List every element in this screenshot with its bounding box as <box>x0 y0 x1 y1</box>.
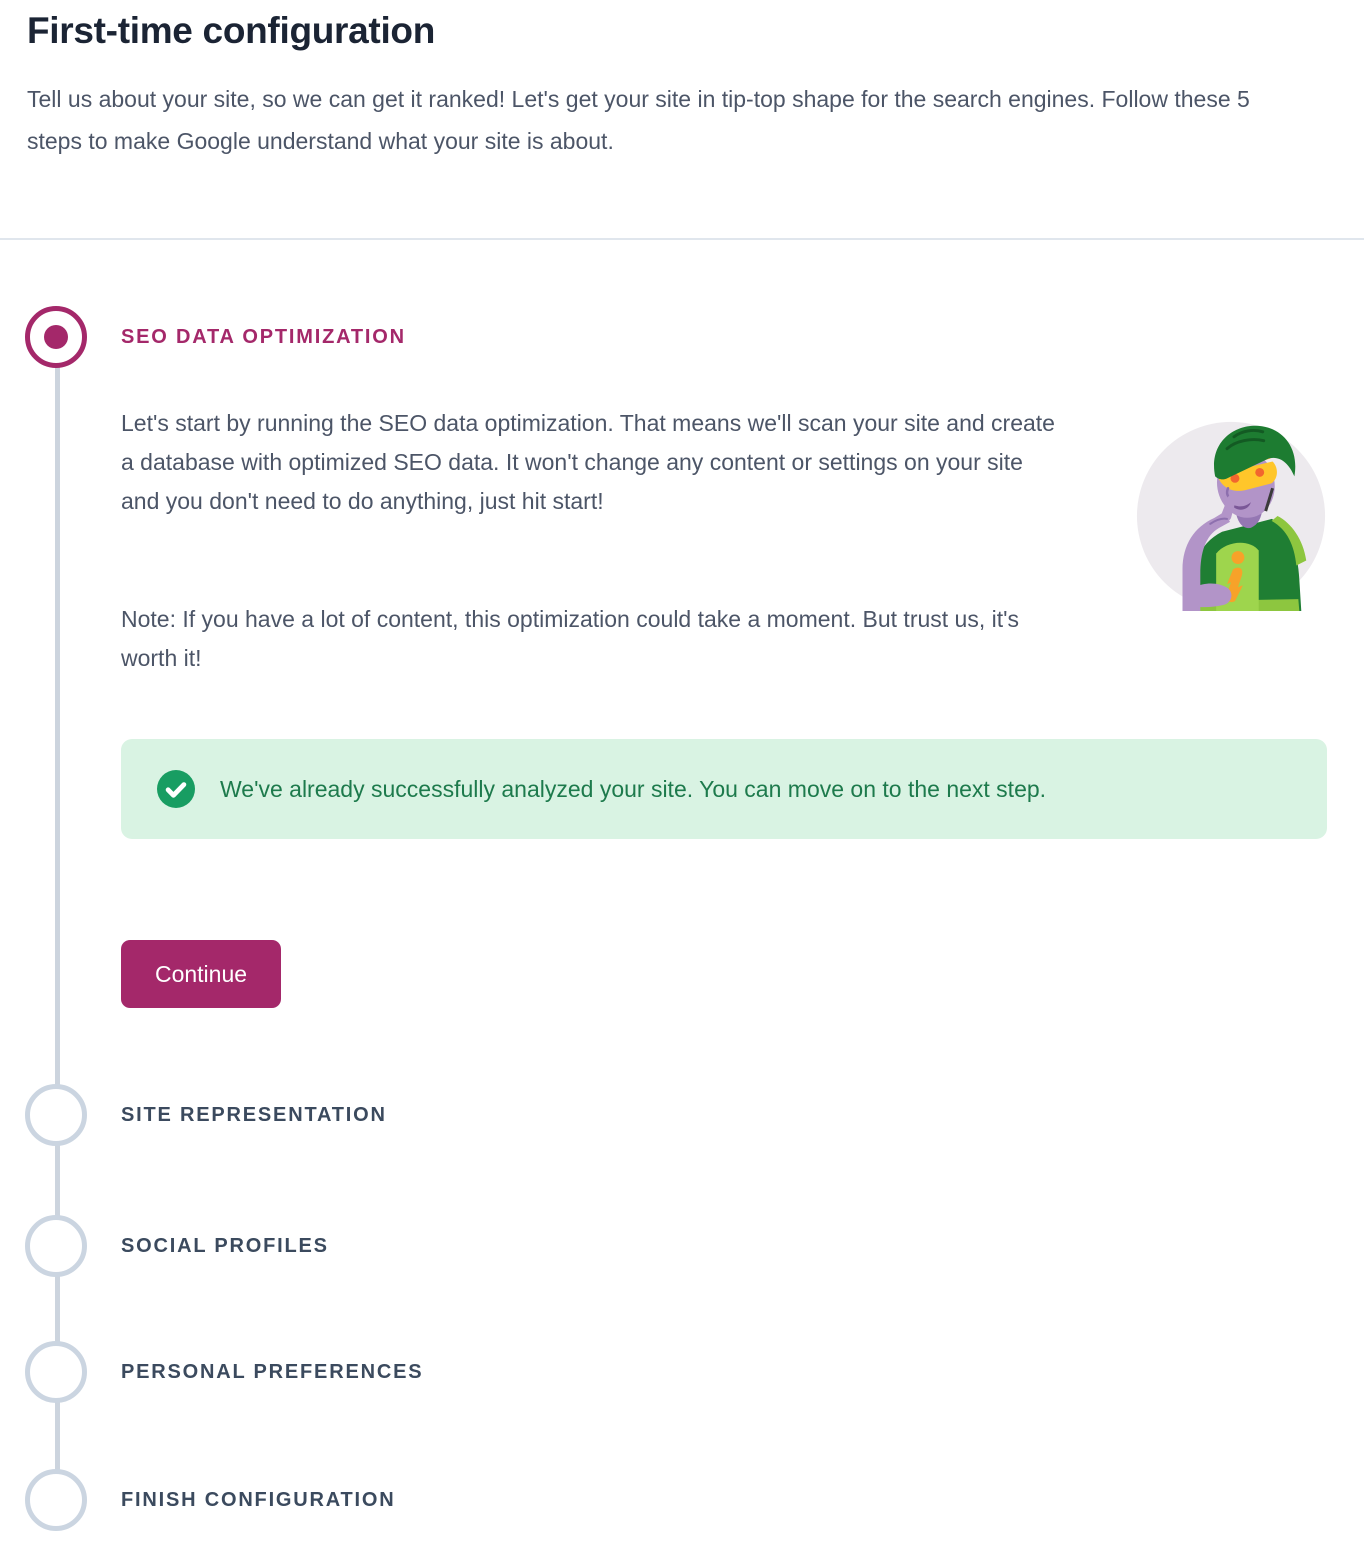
step-label-personal-preferences: PERSONAL PREFERENCES <box>121 1360 424 1383</box>
active-step-dot <box>44 325 68 349</box>
step-label-site-representation: SITE REPRESENTATION <box>121 1103 387 1126</box>
step-header-finish-configuration[interactable] <box>0 1469 396 1531</box>
cyclist-mascot-illustration <box>1133 413 1331 611</box>
active-step-indicator-icon <box>25 306 87 368</box>
success-alert <box>121 739 1327 839</box>
page-title: First-time configuration <box>27 10 436 51</box>
stepper-connector-line <box>55 337 60 1500</box>
step-header-seo-data-optimization[interactable] <box>0 306 406 368</box>
step-indicator-icon <box>25 1341 87 1403</box>
step-indicator-icon <box>25 1215 87 1277</box>
success-message: We've already successfully analyzed your site. You can move on to the next step. <box>220 775 1047 802</box>
page-intro: Tell us about your site, so we can get it ranked! Let's get your site in tip-top shape for the search engines. Follow these 5 steps to make Google understand what your site is about. <box>27 86 1250 154</box>
seo-optimization-description: Let's start by running the SEO data optimization. That means we'll scan your site and create a database with optimized SEO data. It won't change any content or settings on your site and you don't need to do anything, just hit start! <box>121 410 1055 514</box>
check-icon <box>157 770 195 808</box>
continue-button[interactable]: Continue <box>121 940 281 1008</box>
step-header-site-representation[interactable] <box>0 1084 387 1146</box>
step-label-finish-configuration: FINISH CONFIGURATION <box>121 1488 396 1511</box>
step-indicator-icon <box>25 1084 87 1146</box>
step-header-personal-preferences[interactable] <box>0 1341 423 1403</box>
seo-optimization-note: Note: If you have a lot of content, this optimization could take a moment. But trust us, it's worth it! <box>121 606 1020 671</box>
step-indicator-icon <box>25 1469 87 1531</box>
step-header-social-profiles[interactable] <box>0 1215 329 1277</box>
step-label-seo-data-optimization: SEO DATA OPTIMIZATION <box>121 325 406 348</box>
header-divider <box>0 238 1364 240</box>
step-label-social-profiles: SOCIAL PROFILES <box>121 1234 329 1257</box>
